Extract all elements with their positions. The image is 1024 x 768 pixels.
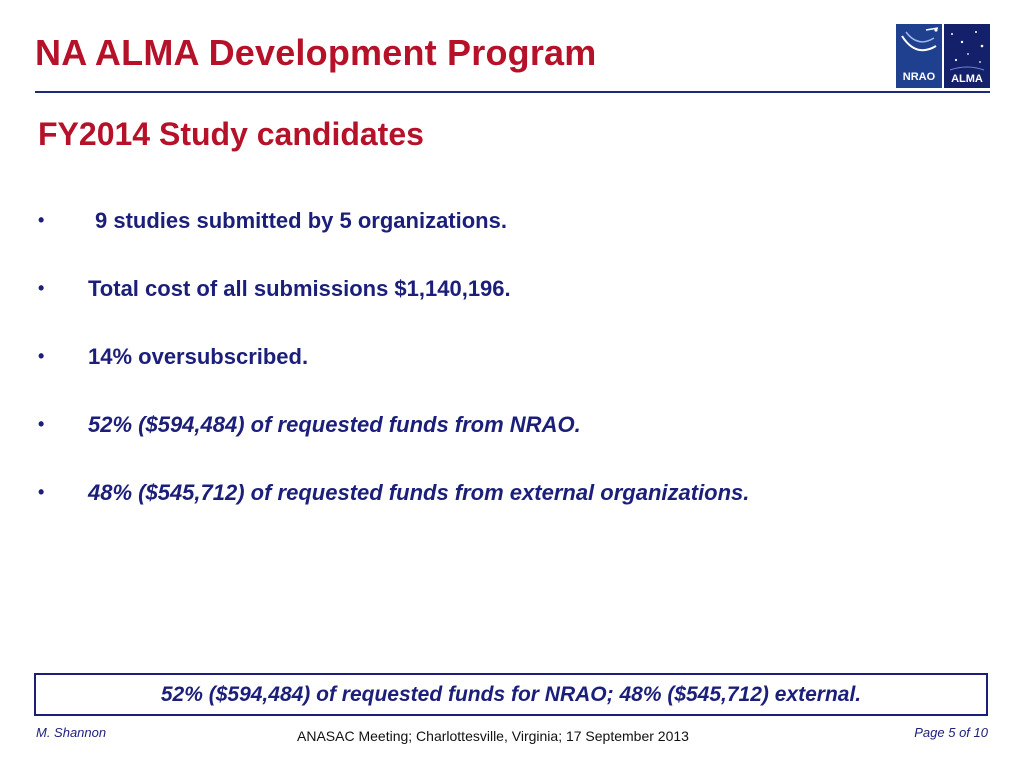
- footer-meeting: ANASAC Meeting; Charlottesville, Virginia; 17 September 2013: [297, 728, 689, 744]
- slide-title: NA ALMA Development Program: [35, 32, 597, 73]
- bullet-marker: •: [38, 210, 45, 230]
- bullet-marker: •: [38, 482, 45, 502]
- bullet-text: 52% ($594,484) of requested funds from NRAO.: [88, 412, 581, 437]
- bullet-text: Total cost of all submissions $1,140,196.: [88, 276, 511, 301]
- nrao-logo-text: NRAO: [902, 71, 936, 83]
- footer-author: M. Shannon: [36, 725, 107, 740]
- alma-logo-text: ALMA: [951, 73, 983, 85]
- summary-callout: [34, 673, 988, 716]
- slide-subtitle: FY2014 Study candidates: [38, 116, 424, 152]
- bullet-marker: •: [38, 414, 45, 434]
- bullet-text: 48% ($545,712) of requested funds from external organizations.: [88, 480, 750, 505]
- bullet-text: 14% oversubscribed.: [88, 344, 309, 369]
- bullet-text: 9 studies submitted by 5 organizations.: [95, 208, 507, 233]
- title-divider: [35, 91, 990, 93]
- nrao-alma-logos: [896, 24, 990, 88]
- summary-callout-text: 52% ($594,484) of requested funds for NRAO; 48% ($545,712) external.: [160, 682, 862, 706]
- footer-page-number: Page 5 of 10: [914, 725, 988, 740]
- bullet-marker: •: [38, 346, 45, 366]
- bullet-marker: •: [38, 278, 45, 298]
